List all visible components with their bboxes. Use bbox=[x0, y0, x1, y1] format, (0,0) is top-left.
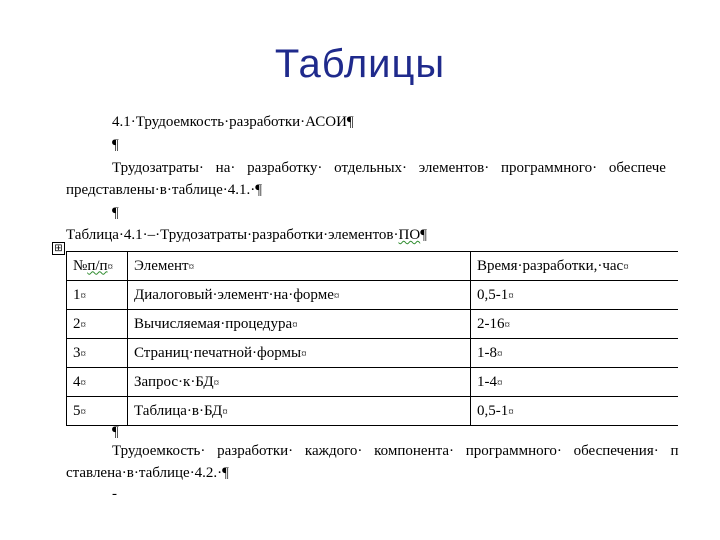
paragraph-1-line-1: Трудозатраты· на· разработку· отдельных· элементов· программного· обеспече bbox=[112, 160, 666, 176]
table-row: 3¤ Страниц·печатной·формы¤ 1-8¤ bbox=[67, 339, 679, 368]
table-caption-abbrev: ПО bbox=[398, 227, 421, 243]
effort-table bbox=[66, 251, 678, 426]
header-cell-time: Время·разработки,·час¤ bbox=[471, 252, 679, 281]
table-caption bbox=[66, 227, 427, 244]
empty-paragraph-mark: ¶ bbox=[112, 424, 119, 440]
table-row: 2¤ Вычисляемая·процедура¤ 2-16¤ bbox=[67, 310, 679, 339]
table-header-row bbox=[67, 252, 679, 281]
empty-paragraph-mark: ¶ bbox=[112, 137, 119, 153]
header-cell-number: №п/п¤ bbox=[67, 252, 128, 281]
table-row: 5¤ Таблица·в·БД¤ 0,5-1¤ bbox=[67, 397, 679, 426]
paragraph-2-line-1: Трудоемкость· разработки· каждого· компонента· программного· обеспечения· п bbox=[112, 443, 679, 459]
table-row: 1¤ Диалоговый·элемент·на·форме¤ 0,5-1¤ bbox=[67, 281, 679, 310]
table-caption-text: Таблица·4.1·–·Трудозатраты·разработки·элементов· bbox=[66, 227, 399, 243]
table-move-handle-icon: ⊞ bbox=[52, 242, 65, 255]
paragraph-2-line-2: ставлена·в·таблице·4.2.·¶ bbox=[66, 465, 229, 481]
paragraph-1-line-2: представлены·в·таблице·4.1.·¶ bbox=[66, 182, 263, 198]
table-caption-mark: ¶ bbox=[420, 227, 427, 243]
slide-title: Таблицы bbox=[274, 42, 446, 86]
bottom-mark: - bbox=[112, 486, 117, 502]
table-row: 4¤ Запрос·к·БД¤ 1-4¤ bbox=[67, 368, 679, 397]
header-cell-element: Элемент¤ bbox=[128, 252, 471, 281]
empty-paragraph-mark: ¶ bbox=[112, 205, 119, 221]
section-heading: 4.1·Трудоемкость·разработки·АСОИ¶ bbox=[112, 114, 354, 130]
